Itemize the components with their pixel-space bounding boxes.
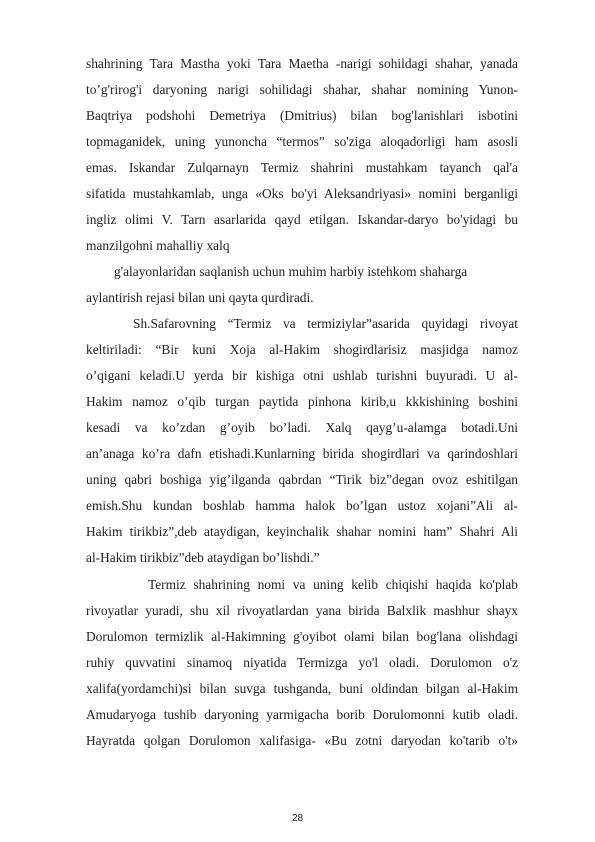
text-line: ingliz olimi V. Tarn asarlarida qayd etilgan. Iskandar-daryo bo'yidagi bu — [86, 212, 518, 227]
text-line: Termiz shahrining nomi va uning kelib chiqishi haqida ko'plab — [148, 577, 518, 592]
text-line: shahrining Tara Mastha yoki Tara Maetha -narigi sohildagi shahar, yanada — [86, 56, 518, 71]
text-line: Amudaryoga tushib daryoning yarmigacha borib Dorulomonni kutib oladi. — [86, 707, 518, 722]
text-line: g'alayonlaridan saqlanish uchun muhim harbiy istehkom shaharga — [114, 264, 468, 279]
text-line: aylantirish rejasi bilan uni qayta qurdiradi. — [86, 290, 314, 305]
text-line: Hakim namoz o’qib turgan paytida pinhona kirib,u kkkishining boshini — [86, 394, 518, 409]
text-line: topmaganidek, uning yunoncha “termos” so'ziga aloqadorligi ham asosli — [86, 134, 518, 149]
text-line: Hayratda qolgan Dorulomon xalifasiga- «Bu zotni daryodan ko'tarib o't» — [86, 733, 518, 748]
text-line: xalifa(yordamchi)si bilan suvga tushganda, buni oldindan bilgan al-Hakim — [86, 681, 518, 696]
text-line: Hakim tirikbiz”,deb ataydigan, keyinchalik shahar nomini ham” Shahri Ali — [86, 524, 518, 539]
text-line: keltiriladi: “Bir kuni Xoja al-Hakim shogirdlarisiz masjidga namoz — [86, 342, 518, 357]
text-line: emas. Iskandar Zulqarnayn Termiz shahrini mustahkam tayanch qal'a — [86, 160, 518, 175]
text-line: Dorulomon termizlik al-Hakimning g'oyibot olami bilan bog'lana olishdagi — [86, 629, 518, 644]
text-line: o’qigani keladi.U yerda bir kishiga otni ushlab turishni buyuradi. U al- — [86, 368, 518, 383]
page-number: 28 — [291, 813, 304, 824]
text-line: manzilgohni mahalliy xalq — [86, 238, 230, 253]
text-line: rivoyatlar yuradi, shu xil rivoyatlardan yana birida Balxlik mashhur shayx — [86, 603, 518, 618]
text-line: to’g'rirog'i daryoning narigi sohilidagi shahar, shahar nomining Yunon- — [86, 82, 518, 97]
text-line: al-Hakim tirikbiz”deb ataydigan bo’lishdi.” — [86, 550, 320, 565]
text-line: sifatida mustahkamlab, unga «Oks bo'yi Aleksandriyasi» nomini berganligi — [86, 186, 518, 201]
text-line: ruhiy quvvatini sinamoq niyatida Termizga yo'l oladi. Dorulomon o'z — [86, 655, 518, 670]
text-line: an’anaga ko’ra dafn etishadi.Kunlarning birida shogirdlari va qarindoshlari — [86, 446, 518, 461]
text-line: emish.Shu kundan boshlab hamma halok bo’lgan ustoz xojani”Ali al- — [86, 498, 518, 513]
text-line: Baqtriya podshohi Demetriya (Dmitrius) bilan bog'lanishlari isbotini — [86, 108, 518, 123]
text-line: kesadi va ko’zdan g’oyib bo’ladi. Xalq qayg’u-alamga botadi.Uni — [86, 420, 518, 435]
text-line: Sh.Safarovning “Termiz va termiziylar”asarida quyidagi rivoyat — [133, 316, 518, 331]
text-line: uning qabri boshiga yig’ilganda qabrdan “Tirik biz”degan ovoz eshitilgan — [86, 472, 518, 487]
